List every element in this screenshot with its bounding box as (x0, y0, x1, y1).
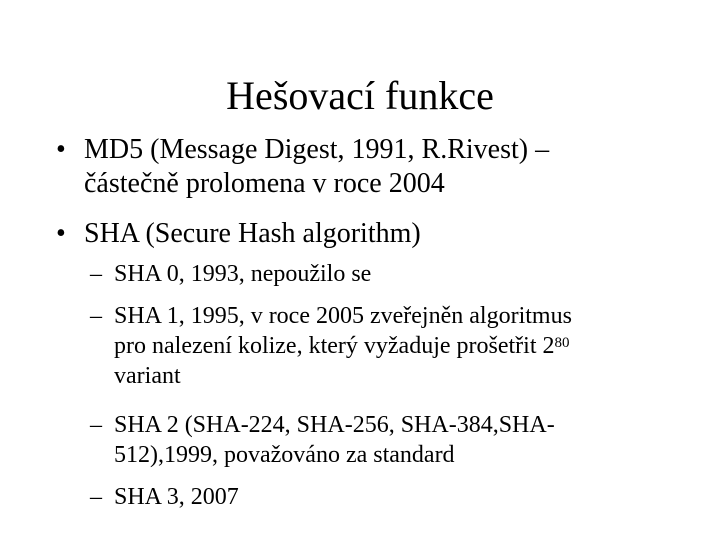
subitem-sha3-line-1: SHA 3, 2007 (114, 484, 239, 510)
subitem-sha2-line-1: SHA 2 (SHA-224, SHA-256, SHA-384,SHA- (114, 412, 555, 438)
bullet-marker: • (56, 134, 66, 165)
bullet-sha-line-1: SHA (Secure Hash algorithm) (84, 218, 421, 249)
subitem-sha0 (114, 259, 674, 289)
bullet-marker: • (56, 218, 66, 249)
subitem-sha1-line-2-text: pro nalezení kolize, který vyžaduje prošetřit 2 (114, 333, 555, 359)
bullet-sha (84, 217, 684, 251)
bullet-md5-line-1: MD5 (Message Digest, 1991, R.Rivest) – (84, 134, 550, 165)
subitem-sha3 (114, 482, 674, 512)
subitem-marker: – (90, 484, 102, 510)
subitem-marker: – (90, 303, 102, 329)
exponent: 80 (554, 335, 570, 351)
subitem-sha1-line-2 (114, 331, 674, 361)
bullet-md5 (84, 133, 684, 201)
bullet-md5-line-2: částečně prolomena v roce 2004 (84, 168, 445, 199)
subitem-marker: – (90, 261, 102, 287)
subitem-marker: – (90, 412, 102, 438)
slide-title: Hešovací funkce (226, 73, 494, 118)
subitem-sha2 (114, 410, 674, 470)
subitem-sha2-line-2: 512),1999, považováno za standard (114, 442, 455, 468)
subitem-sha1 (114, 301, 674, 391)
subitem-sha1-line-1: SHA 1, 1995, v roce 2005 zveřejněn algoritmus (114, 303, 572, 329)
subitem-sha0-line-1: SHA 0, 1993, nepoužilo se (114, 261, 372, 287)
subitem-sha1-line-3: variant (114, 363, 181, 389)
